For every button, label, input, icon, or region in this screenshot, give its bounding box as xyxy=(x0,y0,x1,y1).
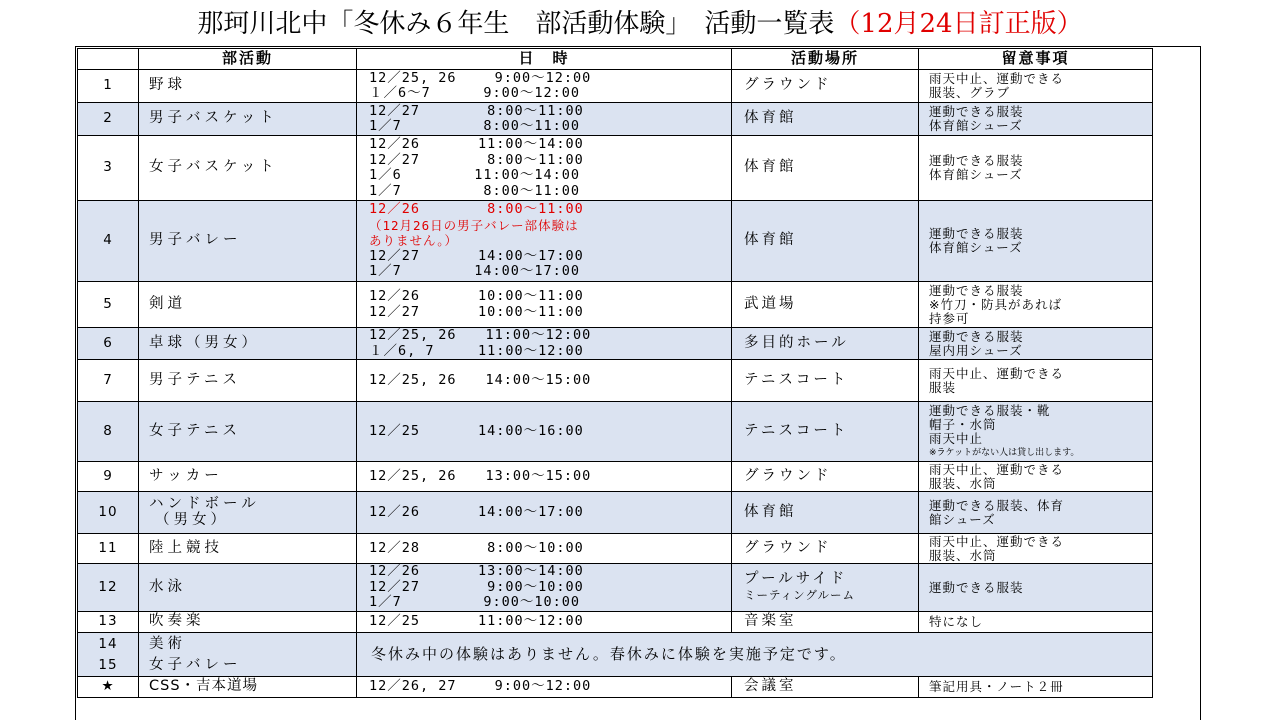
place: 会議室 xyxy=(732,677,919,698)
row-number: 6 xyxy=(78,328,139,360)
col-header-place: 活動場所 xyxy=(732,49,919,70)
col-header-no xyxy=(78,49,139,70)
col-header-datetime: 日 時 xyxy=(357,49,732,70)
table-row xyxy=(78,534,1153,564)
club-name: 女子バスケット xyxy=(139,136,357,201)
schedule: 12／26 14:00～17:00 xyxy=(357,492,732,534)
table-row xyxy=(78,612,1153,633)
table-row xyxy=(78,136,1153,201)
schedule: 12／26 10:00～11:00 12／27 10:00～11:00 xyxy=(357,282,732,328)
schedule: 12／26 8:00～11:00 （12月26日の男子バレー部体験は ありません。） 12／27 14:00～17:00 1／7 14:00～17:00 xyxy=(357,201,732,282)
table-row xyxy=(78,201,1153,282)
notes: 運動できる服装、体育 館シューズ xyxy=(919,492,1153,534)
schedule: 12／27 8:00～11:00 1／7 8:00～11:00 xyxy=(357,103,732,136)
row-number: 11 xyxy=(78,534,139,564)
row-number: 4 xyxy=(78,201,139,282)
notes: 運動できる服装 xyxy=(919,564,1153,612)
notes: 運動できる服装 体育館シューズ xyxy=(919,103,1153,136)
club-name: CSS・吉本道場 xyxy=(139,677,357,698)
place: 体育館 xyxy=(732,136,919,201)
schedule: 12／25, 26 13:00～15:00 xyxy=(357,462,732,492)
club-name: 卓球（男女） xyxy=(139,328,357,360)
notes: 運動できる服装 体育館シューズ xyxy=(919,136,1153,201)
row-number: 1 xyxy=(78,70,139,103)
club-name: 男子バスケット xyxy=(139,103,357,136)
row-number: 9 xyxy=(78,462,139,492)
club-name: 水泳 xyxy=(139,564,357,612)
page-title xyxy=(0,4,1280,44)
schedule: 12／26, 27 9:00～12:00 xyxy=(357,677,732,698)
schedule: 12／25, 26 14:00～15:00 xyxy=(357,360,732,402)
schedule: 12／25 11:00～12:00 xyxy=(357,612,732,633)
table-row xyxy=(78,492,1153,534)
col-header-club: 部活動 xyxy=(139,49,357,70)
club-name: サッカー xyxy=(139,462,357,492)
place: 音楽室 xyxy=(732,612,919,633)
row-number: 10 xyxy=(78,492,139,534)
schedule: 12／26 13:00～14:00 12／27 9:00～10:00 1／7 9:00～10:00 xyxy=(357,564,732,612)
notes: 運動できる服装 体育館シューズ xyxy=(919,201,1153,282)
club-name: 女子テニス xyxy=(139,402,357,462)
table-row xyxy=(78,70,1153,103)
schedule: 12／28 8:00～10:00 xyxy=(357,534,732,564)
place: 多目的ホール xyxy=(732,328,919,360)
row-number: 3 xyxy=(78,136,139,201)
title-revision: （12月24日訂正版） xyxy=(834,9,1083,39)
row-number: ★ xyxy=(78,677,139,698)
notes: 雨天中止、運動できる 服装、水筒 xyxy=(919,534,1153,564)
title-main: 那珂川北中「冬休み６年生 部活動体験」 活動一覧表 xyxy=(197,9,835,39)
place: 体育館 xyxy=(732,103,919,136)
table-row xyxy=(78,462,1153,492)
row-number: 13 xyxy=(78,612,139,633)
table-row xyxy=(78,677,1153,698)
table-row xyxy=(78,564,1153,612)
table-row xyxy=(78,328,1153,360)
place: テニスコート xyxy=(732,360,919,402)
club-name: 男子バレー xyxy=(139,201,357,282)
table-row xyxy=(78,633,1153,677)
notes: 雨天中止、運動できる 服装、グラブ xyxy=(919,70,1153,103)
place: グラウンド xyxy=(732,70,919,103)
schedule: 12／25, 26 11:00～12:00 １／6, 7 11:00～12:00 xyxy=(357,328,732,360)
notes: 運動できる服装 ※竹刀・防具があれば 持参可 xyxy=(919,282,1153,328)
place: テニスコート xyxy=(732,402,919,462)
table-row xyxy=(78,360,1153,402)
activity-table xyxy=(77,48,1153,698)
col-header-notes: 留意事項 xyxy=(919,49,1153,70)
row-number: 14 15 xyxy=(78,633,139,677)
row-number: 7 xyxy=(78,360,139,402)
place: プールサイド ミーティングルーム xyxy=(732,564,919,612)
place: グラウンド xyxy=(732,462,919,492)
row-number: 2 xyxy=(78,103,139,136)
notes: 雨天中止、運動できる 服装、水筒 xyxy=(919,462,1153,492)
row-number: 12 xyxy=(78,564,139,612)
table-row xyxy=(78,103,1153,136)
notes: 運動できる服装 屋内用シューズ xyxy=(919,328,1153,360)
table-header-row xyxy=(78,49,1153,70)
row-number: 8 xyxy=(78,402,139,462)
schedule: 12／25 14:00～16:00 xyxy=(357,402,732,462)
place: 体育館 xyxy=(732,201,919,282)
merged-notice: 冬休み中の体験はありません。春休みに体験を実施予定です。 xyxy=(357,633,1153,677)
place: 武道場 xyxy=(732,282,919,328)
notes: 筆記用具・ノート２冊 xyxy=(919,677,1153,698)
club-name: 剣道 xyxy=(139,282,357,328)
club-name: 吹奏楽 xyxy=(139,612,357,633)
row-number: 5 xyxy=(78,282,139,328)
notes: 運動できる服装・靴 帽子・水筒 雨天中止 ※ラケットがない人は貸し出します。 xyxy=(919,402,1153,462)
club-name: 美術 女子バレー xyxy=(139,633,357,677)
place: グラウンド xyxy=(732,534,919,564)
notes: 雨天中止、運動できる 服装 xyxy=(919,360,1153,402)
table-row xyxy=(78,282,1153,328)
schedule: 12／25, 26 9:00～12:00 １／6～7 9:00～12:00 xyxy=(357,70,732,103)
place: 体育館 xyxy=(732,492,919,534)
table-row xyxy=(78,402,1153,462)
club-name: 陸上競技 xyxy=(139,534,357,564)
club-name: 野球 xyxy=(139,70,357,103)
club-name: ハンドボール （男女） xyxy=(139,492,357,534)
notes: 特になし xyxy=(919,612,1153,633)
schedule: 12／26 11:00～14:00 12／27 8:00～11:00 1／6 11:00～14:00 1／7 8:00～11:00 xyxy=(357,136,732,201)
club-name: 男子テニス xyxy=(139,360,357,402)
